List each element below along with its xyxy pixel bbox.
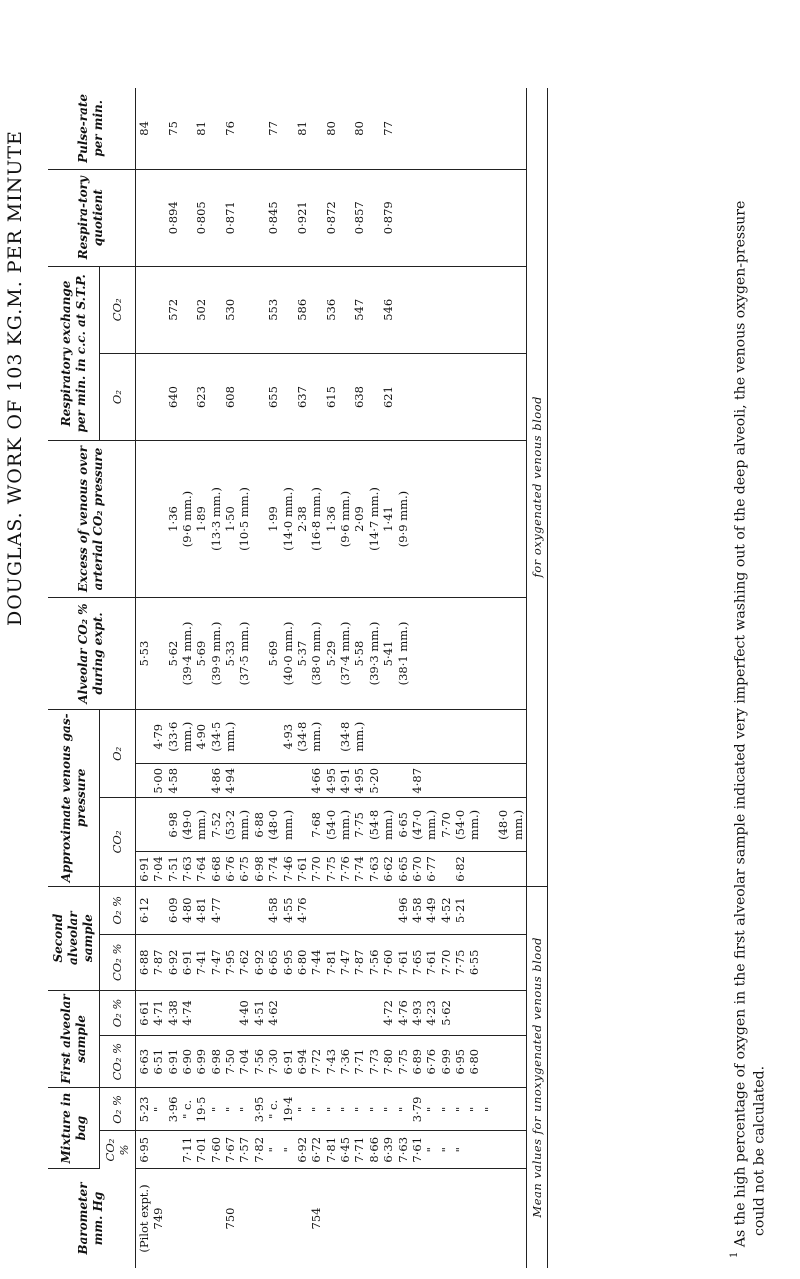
header-second-alveolar: Second alveolar sample bbox=[48, 886, 100, 990]
header-second-o2: O₂ % bbox=[100, 886, 136, 934]
cell-exch-o2: 640 623 608 655 637 615 638 621 bbox=[135, 353, 526, 440]
header-alveolar-co2: Alveolar CO₂ % during expt. bbox=[48, 597, 135, 709]
cell-barometer: (Pilot expt.) 749 750 754 bbox=[136, 1184, 324, 1253]
data-table bbox=[48, 88, 548, 1268]
footnote-mark: 1 bbox=[729, 1251, 740, 1258]
header-second-co2: CO₂ % bbox=[100, 934, 136, 990]
header-mix-o2: O₂ % bbox=[100, 1088, 136, 1131]
cell-mix-co2: 6·95 7·11 7·01 7·60 7·67 7·57 7·82 " " 6·92 6·72 7·81 6·45 7·71 8·66 6·39 7·63 7·61 " " " bbox=[135, 1131, 526, 1169]
mean-values-row: Mean values for unoxygenated venous blood bbox=[526, 886, 547, 1268]
header-resp-exchange: Respiratory exchange per min. in c.c. at S.T.P. bbox=[48, 266, 100, 441]
cell-excess: 1·36 (9·6 mm.) 1·89 (13·3 mm.) 1·50 (10·5 mm.) 1·99 (14·0 mm.) 2·38 (16·8 mm.) 1·36 (9·6 mm.) 2·09 (14·7 mm.) 1·41 (9·9 mm.) bbox=[135, 441, 526, 598]
header-pulse: Pulse-rate per min. bbox=[48, 88, 135, 169]
header-venous-o2: O₂ bbox=[100, 710, 136, 798]
cell-venous-co2-a: 6·91 7·04 7·51 7·63 7·64 6·68 6·76 6·75 6·98 7·74 7·46 7·61 7·70 7·75 7·76 7·74 7·63 6·62 6·65 6·70 6·77 6·82 bbox=[135, 852, 526, 886]
cell-first-o2: 6·61 4·71 4·38 4·74 4·40 4·51 4·62 4·72 4·76 4·93 4·23 5·62 bbox=[135, 990, 526, 1035]
mean-oxygenated-note: for oxygenated venous blood bbox=[526, 88, 547, 886]
page-title: DOUGLAS. WORK OF 103 KG.M. PER MINUTE bbox=[4, 130, 26, 626]
cell-venous-o2-a: 5·00 4·58 4·86 4·94 4·66 4·95 4·91 4·95 5·20 4·87 bbox=[135, 764, 526, 798]
cell-second-o2: 6·12 6·09 4·80 4·81 4·77 4·58 4·55 4·76 4·96 4·58 4·49 4·52 5·21 bbox=[135, 886, 526, 934]
rotated-table-container bbox=[48, 88, 548, 1268]
header-first-alveolar: First alveolar sample bbox=[48, 990, 100, 1087]
cell-exch-co2: 572 502 530 553 586 536 547 546 bbox=[135, 266, 526, 353]
header-resp-quotient: Respira-tory quotient bbox=[48, 169, 135, 266]
cell-venous-co2-b: 6·98 (49·0 mm.) 7·52 (53·2 mm.) 6·88 (48·0 mm.) 7·68 (54·0 mm.) 7·75 (54·8 mm.) 6·65 (47·0 mm.) 7·70 (54·0 mm.) (48·0 mm.) bbox=[135, 798, 526, 852]
cell-alveolar-co2: 5·53 5·62 (39·4 mm.) 5·69 (39·9 mm.) 5·33 (37·5 mm.) 5·69 (40·0 mm.) 5·37 (38·0 mm.) 5·29 (37·4 mm.) 5·58 (39·3 mm.) 5·41 (38·1 mm.) bbox=[135, 597, 526, 709]
header-first-o2: O₂ % bbox=[100, 990, 136, 1035]
footnote-text: As the high percentage of oxygen in the first alveolar sample indicated very imperfect washing out of the deep alveoli, the venous oxygen-pressure bbox=[732, 200, 749, 1248]
header-first-co2: CO₂ % bbox=[100, 1036, 136, 1088]
footnote bbox=[728, 8, 792, 1258]
cell-pulse: 84 75 81 76 77 81 80 80 77 bbox=[135, 88, 526, 169]
header-excess: Excess of venous over arterial CO₂ pressure bbox=[48, 441, 135, 598]
cell-venous-o2-b: 4·79 (33·6 mm.) 4·90 (34·5 mm.) 4·93 (34·8 mm.) (34·8 mm.) bbox=[135, 710, 526, 764]
header-venous-co2: CO₂ bbox=[100, 798, 136, 886]
header-exch-o2: O₂ bbox=[100, 353, 136, 440]
cell-mix-o2: 5·23 " 3·96 " c. 19·5 " " " 3·95 " c. 19·4 " " " " " " " " 3·79 " " " " " bbox=[135, 1088, 526, 1131]
header-mixture: Mixture in bag bbox=[48, 1088, 100, 1169]
footnote-text-line2: could not be calculated. bbox=[751, 1065, 768, 1236]
header-approx-venous: Approximate venous gas-pressure bbox=[48, 710, 100, 886]
cell-second-co2: 6·88 7·87 6·92 6·91 7·41 7·47 7·95 7·62 6·92 6·65 6·95 6·80 7·44 7·81 7·47 7·87 7·56 7·60 7·61 7·65 7·61 7·70 7·75 6·55 bbox=[135, 934, 526, 990]
header-exch-co2: CO₂ bbox=[100, 266, 136, 353]
header-mix-co2: CO₂ % bbox=[100, 1131, 136, 1169]
cell-rq: 0·894 0·805 0·871 0·845 0·921 0·872 0·857 0·879 bbox=[135, 169, 526, 266]
cell-first-co2: 6·63 6·51 6·91 6·90 6·99 6·98 7·50 7·04 7·56 7·30 6·91 6·94 7·72 7·43 7·36 7·71 7·73 7·80 7·75 6·89 6·76 6·99 6·95 6·80 bbox=[135, 1036, 526, 1088]
header-barometer: Barometer mm. Hg bbox=[48, 1169, 135, 1268]
